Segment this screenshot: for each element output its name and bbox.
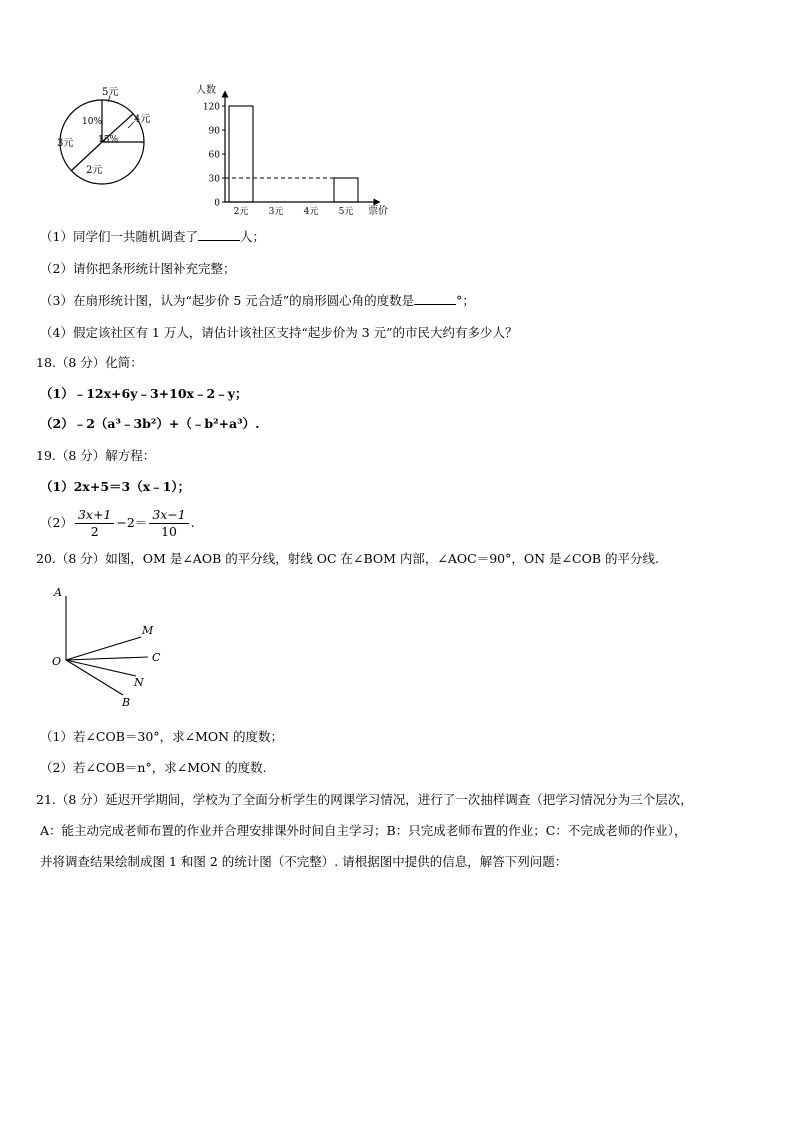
x-tick-label: 3元 (268, 207, 284, 217)
q17-part2: （2）请你把条形统计图补充完整； (40, 261, 236, 276)
point-label-N: N (134, 676, 144, 689)
q20-heading: 20.（8 分）如图，OM 是∠AOB 的平分线，射线 OC 在∠BOM 内部，∠AOC＝90°，ON 是∠COB 的平分线. (36, 551, 659, 566)
q21-line1: 21.（8 分）延迟开学期间，学校为了全面分析学生的网课学习情况，进行了一次抽样调查（把学习情况分为三个层次， (36, 792, 693, 807)
q18-heading: 18.（8 分）化简： (36, 355, 143, 370)
pie-label-3: 3元 (57, 138, 74, 149)
q20-part2: （2）若∠COB＝n°，求∠MON 的度数. (40, 760, 267, 775)
q17-part1-end: 人； (239, 229, 265, 244)
q20-part1: （1）若∠COB＝30°，求∠MON 的度数； (40, 729, 284, 744)
bar-5元 (334, 178, 358, 202)
point-label-M: M (142, 624, 154, 637)
q19-part1: （1）2x+5＝3（x﹣1）； (40, 479, 191, 494)
q17-part3-text: （3）在扇形统计图，认为“起步价 5 元合适”的扇形圆心角的度数是 (40, 293, 415, 308)
x-tick-label: 5元 (338, 207, 354, 217)
y-tick-label: 0 (214, 198, 220, 209)
q19-heading: 19.（8 分）解方程： (36, 448, 156, 463)
fraction-2-denominator: 10 (161, 524, 177, 539)
point-label-B: B (122, 696, 131, 709)
q18-part1: （1）﹣12x+6y﹣3+10x﹣2﹣y； (40, 386, 248, 401)
q17-part4: （4）假定该社区有 1 万人，请估计该社区支持“起步价为 3 元”的市民大约有多少人？ (40, 325, 518, 340)
fraction-1-numerator: 3x+1 (75, 507, 114, 524)
q19-part2-end: . (190, 515, 195, 530)
bar-chart (192, 78, 402, 218)
answer-blank-1[interactable] (198, 228, 240, 241)
pie-label-2: 2元 (86, 165, 103, 176)
q17-part3 (40, 291, 475, 311)
y-ticks (203, 103, 225, 209)
y-tick-label: 30 (208, 174, 220, 185)
answer-blank-2[interactable] (414, 292, 456, 305)
q17-part1 (40, 227, 265, 247)
pie-chart (30, 80, 165, 205)
x-tick-label: 2元 (233, 207, 249, 217)
point-label-A: A (54, 586, 62, 599)
pie-pct-10: 10% (82, 117, 103, 127)
ray-OC (66, 657, 148, 660)
q19-part2 (40, 505, 195, 541)
point-label-C: C (152, 651, 161, 664)
minus-two-equals: −2＝ (116, 515, 148, 530)
q17-part3-end: °； (456, 293, 475, 308)
pie-label-4: 4元 (134, 114, 151, 125)
x-ticks (234, 206, 354, 217)
x-tick-label: 4元 (303, 207, 319, 217)
ray-OB (66, 660, 123, 695)
fraction-2-numerator: 3x−1 (149, 507, 188, 524)
q18-part2: （2）﹣2（a³﹣3b²）+（﹣b²+a³）. (40, 416, 260, 431)
fraction-1 (75, 507, 114, 540)
fraction-2 (149, 507, 188, 540)
fraction-1-denominator: 2 (90, 524, 99, 539)
point-label-O: O (52, 655, 62, 668)
y-tick-label: 60 (208, 150, 220, 161)
y-axis-label: 人数 (196, 85, 216, 96)
ray-ON (66, 660, 136, 676)
x-axis-label: 票价 (368, 206, 388, 217)
q21-line2: A：能主动完成老师布置的作业并合理安排课外时间自主学习；B：只完成老师布置的作业；C：不完成老师的作业）， (40, 823, 687, 838)
bar-2元 (229, 106, 253, 202)
angle-diagram (48, 582, 178, 712)
y-tick-label: 90 (208, 126, 220, 137)
pie-pct-15: 15% (98, 135, 119, 145)
bars (229, 106, 358, 202)
ray-OM (66, 637, 141, 660)
pie-label-5: 5元 (102, 87, 119, 98)
q19-part2-label: （2） (40, 515, 73, 530)
q21-line3: 并将调查结果绘制成图 1 和图 2 的统计图（不完整）. 请根据图中提供的信息，解答下列问题： (40, 854, 568, 869)
y-tick-label: 120 (202, 102, 220, 113)
q17-part1-text: （1）同学们一共随机调查了 (40, 229, 198, 244)
